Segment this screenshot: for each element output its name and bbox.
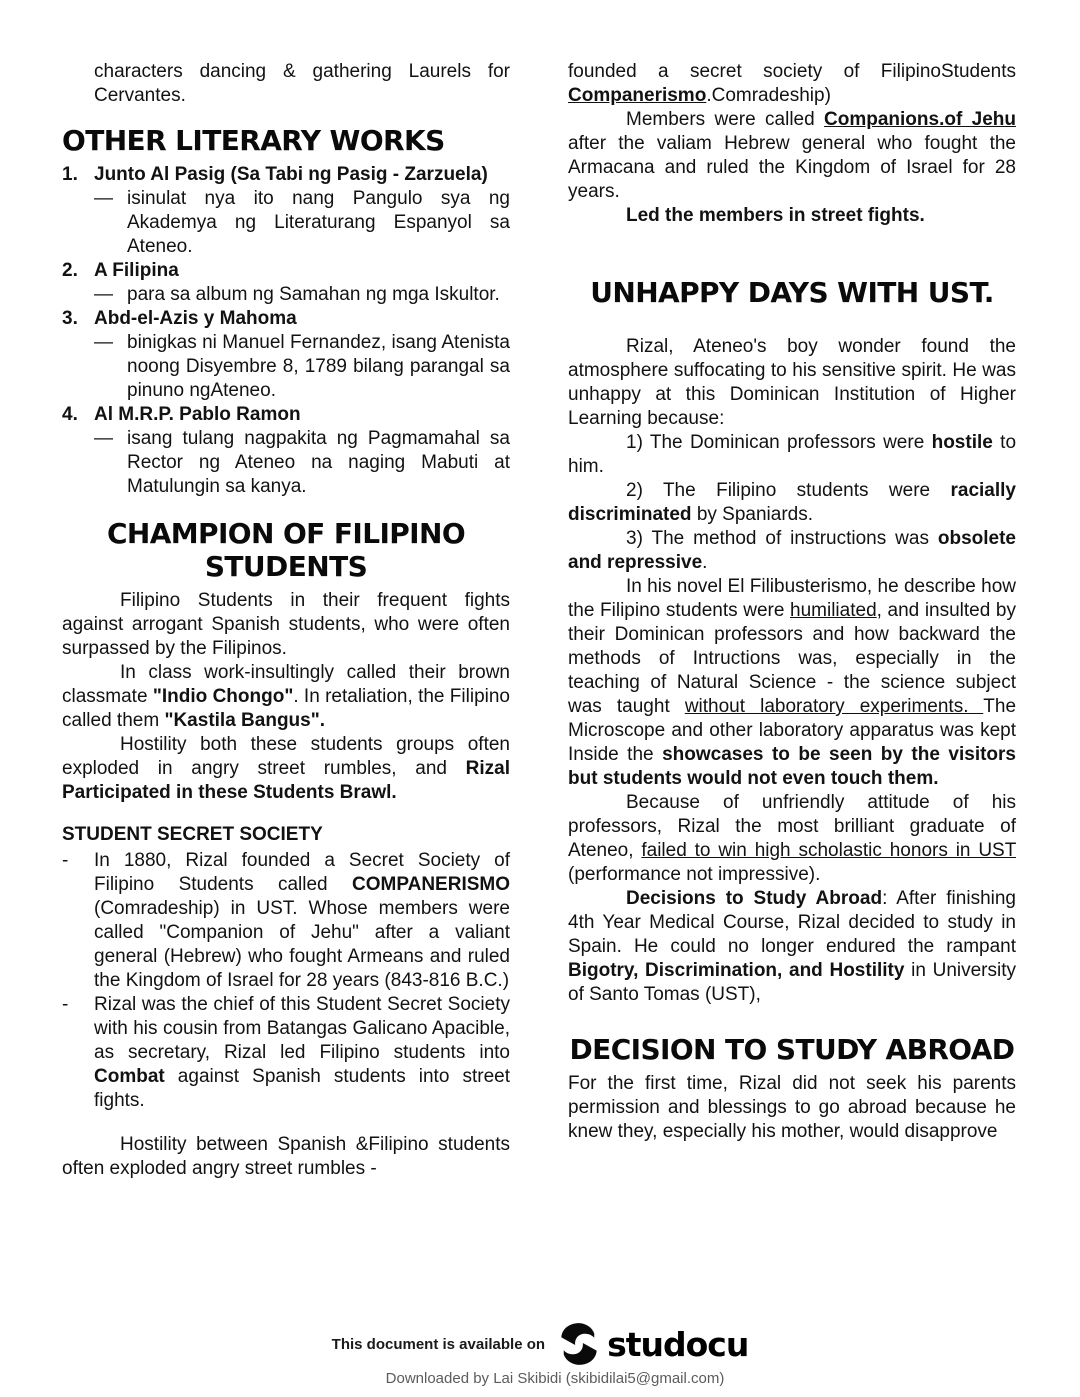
dash-marker: — <box>94 332 113 353</box>
dash-marker: — <box>94 428 113 449</box>
paragraph-reason-3: 3) The method of instructions was obsolete and repressive. <box>568 528 1016 573</box>
heading-champion-of-filipino-students: CHAMPION OF FILIPINO STUDENTS <box>106 517 466 583</box>
paragraph-unfriendly-attitude: Because of unfriendly attitude of his professors, Rizal the most brilliant graduate of Ateneo, failed to win high scholastic honors in UST (performance not impressive). <box>568 792 1016 885</box>
work-title: Abd-el-Azis y Mahoma <box>94 308 297 329</box>
work-description: — isang tulang nagpakita ng Pagmamahal sa Rector ng Ateneo na naging Mabuti at Matulungin sa kanya. <box>94 428 510 497</box>
paragraph-society-continuation: founded a secret society of FilipinoStudents Companerismo.Comradeship) <box>568 61 1016 106</box>
paragraph-filibusterismo: In his novel El Filibusterismo, he describe how the Filipino students were humiliated, and insulted by their Dominican professors and how backward the methods of Intructions was, especially in the teaching of Natural Science - the science subject was taught without laboratory experiments. The Microscope and other laboratory apparatus was kept Inside the showcases to be seen by the visitors but students would not even touch them. <box>568 576 1017 789</box>
work-description: — para sa album ng Samahan ng mga Iskultor. <box>94 284 500 305</box>
heading-decision-to-study-abroad: DECISION TO STUDY ABROAD <box>569 1033 1015 1066</box>
heading-other-literary-works: OTHER LITERARY WORKS <box>62 124 445 157</box>
list-item-a-filipina <box>62 259 510 307</box>
work-title: Al M.R.P. Pablo Ramon <box>94 404 301 425</box>
list-number: 4. <box>62 404 78 425</box>
work-title: Junto Al Pasig (Sa Tabi ng Pasig - Zarzuela) <box>94 164 488 185</box>
availability-text: This document is available on <box>331 1335 546 1353</box>
list-item-abd-el-azis <box>62 307 510 403</box>
paragraph-led-members: Led the members in street fights. <box>626 205 925 226</box>
studocu-wordmark: studocu <box>607 1324 749 1364</box>
dash-marker: — <box>94 284 113 305</box>
footer-row <box>0 1322 1080 1366</box>
bullet-secret-society-1: - In 1880, Rizal founded a Secret Society of Filipino Students called COMPANERISMO (Comradeship) in UST. Whose members were called "Companion of Jehu" after a valiant general (Hebrew) who fought Armeans and ruled the Kingdom of Israel for 28 years (843-816 B.C.) <box>62 850 510 991</box>
list-item-junto-al-pasig <box>62 163 510 259</box>
work-description: — binigkas ni Manuel Fernandez, isang Atenista noong Disyembre 8, 1789 bilang parangal sa pinuno ngAteneo. <box>94 332 510 401</box>
studocu-icon <box>559 1322 599 1366</box>
left-column <box>62 60 510 1181</box>
heading-unhappy-days-with-ust: UNHAPPY DAYS WITH UST. <box>590 276 994 309</box>
bullet-marker: - <box>62 850 69 871</box>
paragraph-champion-3: Hostility both these students groups often exploded in angry street rumbles, and Rizal Participated in these Students Brawl. <box>62 734 510 803</box>
list-number: 2. <box>62 260 78 281</box>
footer <box>0 1322 1080 1387</box>
work-title: A Filipina <box>94 260 179 281</box>
list-number: 1. <box>62 164 78 185</box>
paragraph-hostility: Hostility between Spanish &Filipino students often exploded angry street rumbles - <box>62 1134 510 1179</box>
right-column <box>568 60 1016 1181</box>
continuation-paragraph: characters dancing & gathering Laurels for Cervantes. <box>94 61 510 106</box>
list-number: 3. <box>62 308 78 329</box>
paragraph-first-time: For the first time, Rizal did not seek his parents permission and blessings to go abroad because he knew they, especially his mother, would disapprove <box>568 1073 1016 1142</box>
paragraph-unhappy-intro: Rizal, Ateneo's boy wonder found the atmosphere suffocating to his sensitive spirit. He was unhappy at this Dominican Institution of Higher Learning because: <box>568 336 1016 429</box>
paragraph-reason-2: 2) The Filipino students were racially discriminated by Spaniards. <box>568 480 1016 525</box>
download-attribution: Downloaded by Lai Skibidi (skibidilai5@gmail.com) <box>385 1370 725 1387</box>
paragraph-champion-1: Filipino Students in their frequent fights against arrogant Spanish students, who were often surpassed by the Filipinos. <box>62 590 510 659</box>
paragraph-champion-2: In class work-insultingly called their brown classmate "Indio Chongo". In retaliation, the Filipino called them "Kastila Bangus". <box>62 662 511 731</box>
work-description: — isinulat nya ito nang Pangulo sya ng Akademya ng Literaturang Espanyol sa Ateneo. <box>94 188 510 257</box>
bullet-secret-society-2: - Rizal was the chief of this Student Secret Society with his cousin from Batangas Galicano Apacible, as secretary, Rizal led Filipino students into Combat against Spanish students into street fights. <box>62 994 510 1111</box>
list-item-al-mrp-pablo-ramon <box>62 403 510 499</box>
paragraph-members: Members were called Companions.of Jehu after the valiam Hebrew general who fought the Armacana and ruled the Kingdom of Israel for 28 years. <box>568 109 1016 202</box>
studocu-logo[interactable] <box>559 1322 748 1366</box>
paragraph-decisions-to-study-abroad: Decisions to Study Abroad: After finishing 4th Year Medical Course, Rizal decided to study in Spain. He could no longer endured the rampant Bigotry, Discrimination, and Hostility in University of Santo Tomas (UST), <box>568 888 1017 1005</box>
paragraph-reason-1: 1) The Dominican professors were hostile to him. <box>568 432 1017 477</box>
bullet-marker: - <box>62 994 69 1015</box>
dash-marker: — <box>94 188 113 209</box>
subheading-student-secret-society: STUDENT SECRET SOCIETY <box>62 824 323 845</box>
